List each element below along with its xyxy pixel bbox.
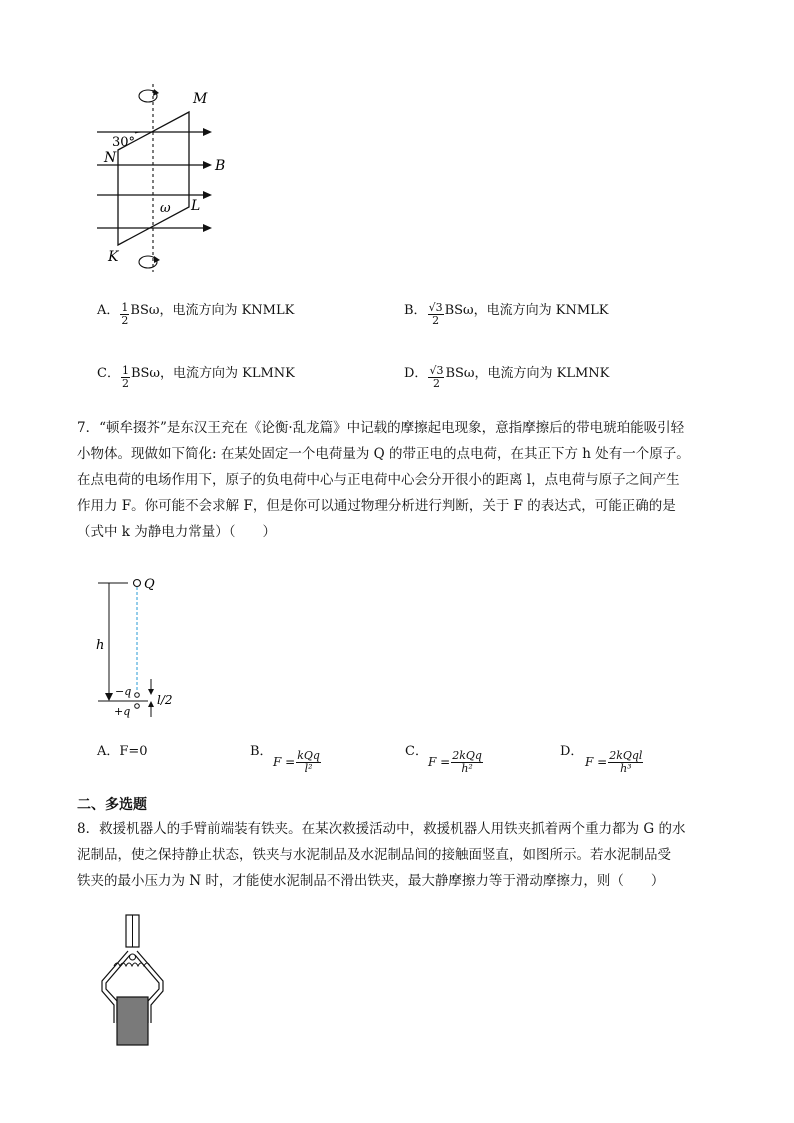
option-letter: C． — [405, 744, 428, 759]
q7-option-a[interactable] — [97, 740, 148, 759]
label-l-half: l/2 — [157, 693, 173, 707]
q8-line: 8．救援机器人的手臂前端装有铁夹。在某次救援活动中，救援机器人用铁夹抓着两个重力都为 G 的水 — [77, 821, 686, 837]
q7-line: 小物体。现做如下简化: 在某处固定一个电荷量为 Q 的带正电的点电荷，在其正下方 h 处有一个原子。 — [77, 446, 690, 462]
q6-option-b[interactable] — [404, 294, 609, 327]
label-L: L — [191, 198, 201, 214]
question-7-text — [77, 415, 727, 545]
option-letter: C． — [97, 366, 120, 381]
label-plus-q: +q — [114, 705, 131, 718]
option-text: BSω，电流方向为 KNMLK — [444, 303, 609, 318]
robot-clamp-figure — [92, 913, 182, 1048]
q7-option-c-formula: F = $\frac{\text{2kQq}}{\text{h²}}$ — [428, 749, 482, 775]
q7-line: （式中 k 为静电力常量）（ ） — [77, 524, 277, 540]
label-M: M — [193, 91, 208, 107]
q6-option-a[interactable] — [97, 294, 294, 327]
q7-option-d[interactable] — [560, 740, 583, 759]
section-heading-multiple-choice: 二、多选题 — [77, 797, 147, 813]
q7-option-d-formula: F = $\frac{\text{2kQql}}{\text{h³}}$ — [585, 749, 643, 775]
label-K: K — [108, 249, 119, 265]
option-letter: D． — [404, 366, 428, 381]
option-text: BSω，电流方向为 KLMNK — [445, 366, 610, 381]
question-8-text — [77, 816, 727, 894]
option-letter: D． — [560, 744, 584, 759]
q6-option-c[interactable] — [97, 357, 295, 390]
coefficient-fraction: $\frac{1}{2}$ — [121, 301, 129, 327]
label-omega: ω — [160, 201, 171, 216]
option-letter: A． — [97, 744, 120, 759]
option-text: BSω，电流方向为 KNMLK — [130, 303, 295, 318]
q7-line: 作用力 F。你可能不会求解 F，但是你可以通过物理分析进行判断，关于 F 的表达式，可能正确的是 — [77, 498, 676, 514]
label-N: N — [104, 150, 117, 166]
q8-line: 泥制品，使之保持静止状态，铁夹与水泥制品及水泥制品间的接触面竖直，如图所示。若水泥制品受 — [77, 847, 671, 863]
q6-option-d[interactable] — [404, 357, 609, 390]
point-charge-atom-figure — [90, 573, 200, 723]
coefficient-fraction: $\frac{√3}{2}$ — [428, 301, 443, 327]
label-h: h — [96, 638, 105, 653]
q7-line: 在点电荷的电场作用下，原子的负电荷中心与正电荷中心会分开很小的距离 l，点电荷与原子之间产生 — [77, 472, 680, 488]
label-angle: 30° — [112, 135, 136, 150]
label-B: B — [215, 158, 226, 174]
q7-option-b[interactable] — [250, 740, 273, 759]
coefficient-fraction: $\frac{1}{2}$ — [121, 364, 129, 390]
q7-line: 7．“顿牟掇芥”是东汉王充在《论衡·乱龙篇》中记载的摩擦起电现象，意指摩擦后的带电琥珀能吸引轻 — [77, 420, 685, 436]
q7-option-b-formula: F = $\frac{\text{kQq}}{\text{l²}}$ — [273, 749, 320, 775]
q8-line: 铁夹的最小压力为 N 时，才能使水泥制品不滑出铁夹，最大静摩擦力等于滑动摩擦力，则（ ） — [77, 873, 665, 889]
option-letter: A． — [97, 303, 120, 318]
label-Q: Q — [144, 577, 155, 592]
option-expression: F=0 — [119, 744, 148, 759]
option-letter: B． — [250, 744, 273, 759]
option-text: BSω，电流方向为 KLMNK — [130, 366, 295, 381]
label-minus-q: −q — [115, 685, 132, 698]
q7-option-c[interactable] — [405, 740, 428, 759]
rotating-coil-figure — [90, 82, 240, 277]
coefficient-fraction: $\frac{√3}{2}$ — [429, 364, 444, 390]
option-letter: B． — [404, 303, 427, 318]
